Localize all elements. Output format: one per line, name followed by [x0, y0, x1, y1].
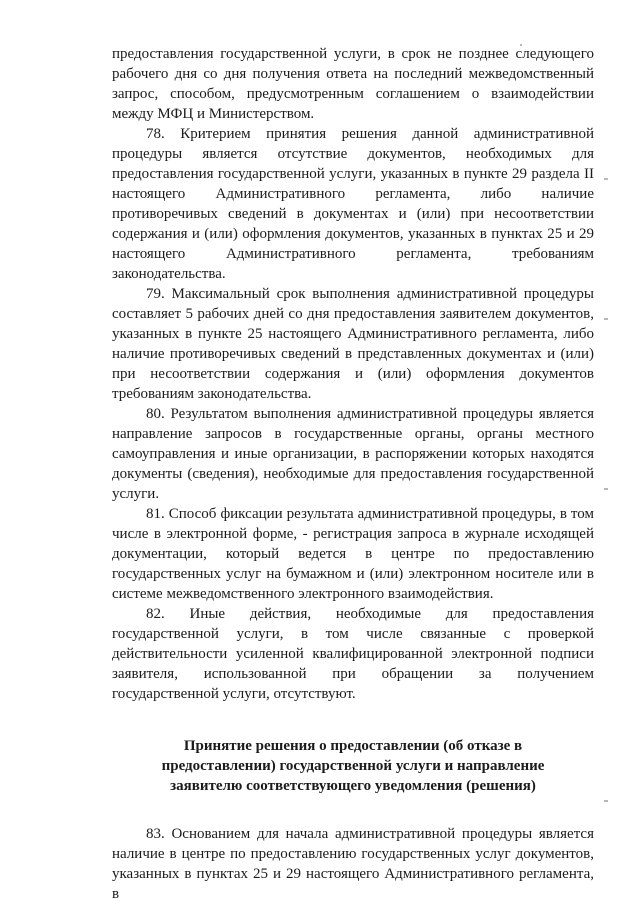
scan-speck: [604, 178, 608, 180]
scan-speck: [604, 488, 608, 490]
paragraph-78: 78. Критерием принятия решения данной административной процедуры является отсутствие документов, необходимых для предоставления государственной услуги, указанных в пункте 29 раздела II настоящего Административного регламента, либо наличие противоречивых сведений в документах и (или) при несоответствии содержания и (или) оформления документов, указанных в пунктах 25 и 29 настоящего Административного регламента, требованиям законодательства.: [112, 126, 594, 282]
paragraph-83: 83. Основанием для начала административной процедуры является наличие в центре по предоставлению государственных услуг документов, указанных в пунктах 25 и 29 настоящего Административного регламента, в: [112, 826, 594, 902]
scan-speck: [604, 318, 608, 320]
paragraph-79: 79. Максимальный срок выполнения административной процедуры составляет 5 рабочих дней со дня предоставления заявителем документов, указанных в пункте 25 настоящего Административного регламента, либо наличие противоречивых сведений в представленных документах и (или) при несоответствии содержания и (или) оформления документов требованиям законодательства.: [112, 286, 594, 402]
scan-speck: [604, 800, 608, 802]
paragraph-81: 81. Способ фиксации результата административной процедуры, в том числе в электронной форме, - регистрация запроса в журнале исходящей документации, который ведется в центре по предоставлению государственных услуг на бумажном и (или) электронном носителе или в системе межведомственного электронного взаимодействия.: [112, 506, 594, 602]
scan-speck: [520, 44, 522, 46]
section-heading: [112, 736, 594, 796]
section-heading-line-1: Принятие решения о предоставлении (об отказе в: [183, 738, 523, 754]
section-heading-line-3: заявителю соответствующего уведомления (решения): [170, 778, 536, 794]
paragraph-82: 82. Иные действия, необходимые для предоставления государственной услуги, в том числе связанные с проверкой действительности усиленной квалифицированной электронной подписи заявителя, использованной при обращении за получением государственной услуги, отсутствуют.: [112, 606, 594, 702]
paragraph-continuation: предоставления государственной услуги, в срок не позднее следующего рабочего дня со дня получения ответа на последний межведомственный запрос, способом, предусмотренным соглашением о взаимодействии между МФЦ и Министерством.: [112, 46, 594, 122]
paragraph-80: 80. Результатом выполнения административной процедуры является направление запросов в государственные органы, органы местного самоуправления и иные организации, в распоряжении которых находятся документы (сведения), необходимые для предоставления государственной услуги.: [112, 406, 594, 502]
section-heading-line-2: предоставлении) государственной услуги и направление: [161, 758, 545, 774]
document-body: [112, 44, 594, 904]
